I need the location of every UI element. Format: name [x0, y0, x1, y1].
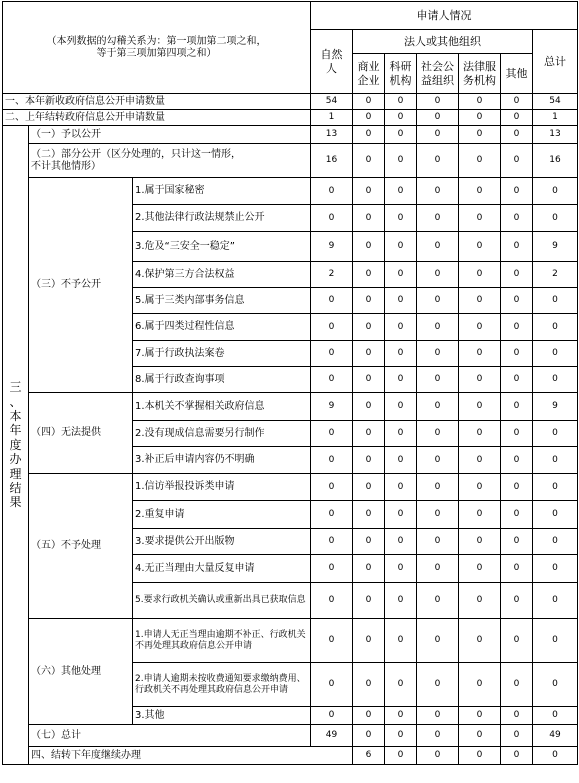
- item-label: 2.没有现成信息需要另行制作: [133, 421, 311, 447]
- table-row: [3, 110, 578, 126]
- count-cell: 0: [417, 178, 459, 205]
- count-cell: 0: [459, 341, 501, 367]
- count-cell: 0: [459, 94, 501, 110]
- count-cell: 0: [311, 555, 353, 583]
- count-cell: 0: [459, 619, 501, 663]
- count-cell: 0: [385, 178, 417, 205]
- count-cell: 0: [501, 110, 533, 126]
- relationship-note: （本列数据的勾稽关系为：第一项加第二项之和， 等于第三项加第四项之和）: [3, 2, 311, 94]
- count-cell: 0: [385, 747, 417, 765]
- count-cell: 0: [385, 94, 417, 110]
- count-cell: 0: [501, 529, 533, 555]
- count-cell: 0: [385, 144, 417, 178]
- count-cell: 0: [417, 747, 459, 765]
- item-label: 1.信访举报投诉类申请: [133, 474, 311, 501]
- count-cell: 0: [501, 421, 533, 447]
- count-cell: 1: [533, 110, 578, 126]
- count-cell: 0: [533, 583, 578, 619]
- count-cell: 0: [353, 232, 385, 262]
- count-cell: 0: [311, 619, 353, 663]
- count-cell: 9: [311, 232, 353, 262]
- count-cell: 0: [533, 421, 578, 447]
- count-cell: 0: [385, 421, 417, 447]
- item-label: 2.重复申请: [133, 501, 311, 529]
- count-cell: 0: [311, 474, 353, 501]
- count-cell: 0: [385, 393, 417, 421]
- item-label: 7.属于行政执法案卷: [133, 341, 311, 367]
- count-cell: 0: [385, 529, 417, 555]
- count-cell: 0: [417, 447, 459, 474]
- item-label: 3.危及“三安全一稳定”: [133, 232, 311, 262]
- count-cell: 0: [459, 144, 501, 178]
- natural-person-header: 自然 人: [311, 30, 353, 94]
- count-cell: 0: [459, 501, 501, 529]
- count-cell: 13: [533, 126, 578, 144]
- count-cell: 0: [459, 583, 501, 619]
- item-label: 1.申请人无正当理由逾期不补正、行政机关不再处理其政府信息公开申请: [133, 619, 311, 663]
- count-cell: 0: [385, 555, 417, 583]
- count-cell: 0: [385, 262, 417, 288]
- row-label: 一、本年新收政府信息公开申请数量: [3, 94, 311, 110]
- count-cell: 0: [311, 341, 353, 367]
- count-cell: 0: [311, 529, 353, 555]
- count-cell: 0: [353, 707, 385, 725]
- count-cell: 9: [311, 393, 353, 421]
- count-cell: 0: [385, 367, 417, 393]
- count-cell: 0: [385, 725, 417, 747]
- count-cell: 0: [459, 178, 501, 205]
- count-cell: 0: [533, 555, 578, 583]
- item-label: 2.其他法律行政法规禁止公开: [133, 205, 311, 232]
- count-cell: 0: [417, 421, 459, 447]
- count-cell: 0: [417, 725, 459, 747]
- count-cell: 0: [533, 707, 578, 725]
- count-cell: 0: [501, 474, 533, 501]
- count-cell: 0: [353, 619, 385, 663]
- item-label: 3.补正后申请内容仍不明确: [133, 447, 311, 474]
- count-cell: 0: [353, 501, 385, 529]
- count-cell: 0: [353, 341, 385, 367]
- count-cell: 0: [353, 262, 385, 288]
- count-cell: 54: [311, 94, 353, 110]
- count-cell: 0: [533, 205, 578, 232]
- count-cell: 0: [417, 474, 459, 501]
- count-cell: 0: [501, 447, 533, 474]
- count-cell: 49: [533, 725, 578, 747]
- item-label: 2.申请人逾期未按收费通知要求缴纳费用、行政机关不再处理其政府信息公开申请: [133, 663, 311, 707]
- table-row: [3, 94, 578, 110]
- count-cell: 0: [417, 262, 459, 288]
- count-cell: 0: [385, 126, 417, 144]
- item-label: 4.保护第三方合法权益: [133, 262, 311, 288]
- count-cell: 0: [353, 94, 385, 110]
- count-cell: 0: [417, 205, 459, 232]
- group-label: （三）不予公开: [29, 178, 133, 393]
- count-cell: 0: [417, 94, 459, 110]
- count-cell: 0: [501, 288, 533, 314]
- count-cell: 0: [385, 663, 417, 707]
- count-cell: 0: [533, 178, 578, 205]
- table-row: [3, 144, 578, 178]
- count-cell: 0: [533, 501, 578, 529]
- count-cell: 0: [459, 110, 501, 126]
- count-cell: 0: [501, 341, 533, 367]
- count-cell: 0: [501, 707, 533, 725]
- group-label: （五）不予处理: [29, 474, 133, 619]
- section-3-label: 三 、 本 年 度 办 理 结 果: [3, 126, 29, 765]
- count-cell: 0: [459, 367, 501, 393]
- count-cell: 0: [385, 501, 417, 529]
- count-cell: 0: [417, 288, 459, 314]
- count-cell: 54: [533, 94, 578, 110]
- count-cell: 0: [417, 126, 459, 144]
- count-cell: 0: [459, 262, 501, 288]
- count-cell: 0: [353, 555, 385, 583]
- count-cell: 13: [311, 126, 353, 144]
- count-cell: 0: [311, 707, 353, 725]
- count-cell: 0: [385, 232, 417, 262]
- count-cell: 0: [501, 555, 533, 583]
- item-label: 6.属于四类过程性信息: [133, 314, 311, 341]
- count-cell: 0: [417, 707, 459, 725]
- count-cell: 0: [501, 126, 533, 144]
- count-cell: 0: [311, 205, 353, 232]
- count-cell: 0: [417, 314, 459, 341]
- count-cell: 0: [417, 110, 459, 126]
- count-cell: 0: [501, 501, 533, 529]
- count-cell: 0: [501, 367, 533, 393]
- table-row: [3, 725, 578, 747]
- count-cell: 0: [533, 529, 578, 555]
- col-legal-service-org: 法律服 务机构: [459, 54, 501, 94]
- count-cell: 0: [417, 232, 459, 262]
- count-cell: 0: [501, 619, 533, 663]
- count-cell: 0: [311, 501, 353, 529]
- count-cell: 0: [459, 288, 501, 314]
- count-cell: 0: [311, 583, 353, 619]
- count-cell: 0: [385, 619, 417, 663]
- count-cell: 0: [533, 341, 578, 367]
- count-cell: 0: [311, 367, 353, 393]
- count-cell: 0: [353, 663, 385, 707]
- table-row: [3, 619, 578, 663]
- item-label: 1.本机关不掌握相关政府信息: [133, 393, 311, 421]
- count-cell: 0: [533, 474, 578, 501]
- count-cell: 9: [533, 393, 578, 421]
- count-cell: 0: [417, 341, 459, 367]
- table-row: [3, 393, 578, 421]
- count-cell: 0: [385, 474, 417, 501]
- count-cell: 0: [417, 393, 459, 421]
- count-cell: 0: [311, 178, 353, 205]
- count-cell: 0: [533, 747, 578, 765]
- count-cell: 0: [353, 367, 385, 393]
- count-cell: 0: [417, 144, 459, 178]
- row-label: （一）予以公开: [29, 126, 311, 144]
- count-cell: 0: [501, 262, 533, 288]
- count-cell: 0: [459, 747, 501, 765]
- count-cell: 0: [353, 126, 385, 144]
- table-row: [3, 126, 578, 144]
- count-cell: 0: [417, 583, 459, 619]
- count-cell: 0: [459, 707, 501, 725]
- count-cell: 0: [459, 447, 501, 474]
- count-cell: 6: [353, 747, 385, 765]
- legal-entity-header: 法人或其他组织: [353, 30, 533, 54]
- row-label: 四、结转下年度继续办理: [29, 747, 353, 765]
- count-cell: 0: [353, 583, 385, 619]
- count-cell: 0: [353, 110, 385, 126]
- count-cell: 2: [311, 262, 353, 288]
- count-cell: 49: [311, 725, 353, 747]
- count-cell: 16: [533, 144, 578, 178]
- count-cell: 0: [353, 178, 385, 205]
- count-cell: 0: [353, 144, 385, 178]
- count-cell: 0: [417, 555, 459, 583]
- count-cell: 0: [417, 367, 459, 393]
- count-cell: 0: [459, 314, 501, 341]
- count-cell: 0: [353, 314, 385, 341]
- item-label: 3.要求提供公开出版物: [133, 529, 311, 555]
- col-public-welfare-org: 社会公 益组织: [417, 54, 459, 94]
- item-label: 3.其他: [133, 707, 311, 725]
- count-cell: 0: [385, 110, 417, 126]
- item-label: 5.属于三类内部事务信息: [133, 288, 311, 314]
- count-cell: 0: [353, 529, 385, 555]
- count-cell: 0: [385, 288, 417, 314]
- count-cell: 0: [385, 205, 417, 232]
- count-cell: 0: [353, 421, 385, 447]
- count-cell: 0: [459, 529, 501, 555]
- count-cell: 0: [501, 314, 533, 341]
- row-label: 二、上年结转政府信息公开申请数量: [3, 110, 311, 126]
- count-cell: 0: [311, 288, 353, 314]
- count-cell: 0: [417, 619, 459, 663]
- count-cell: 0: [353, 447, 385, 474]
- count-cell: 16: [311, 144, 353, 178]
- count-cell: 0: [501, 94, 533, 110]
- count-cell: 0: [501, 232, 533, 262]
- count-cell: 1: [311, 110, 353, 126]
- count-cell: 0: [385, 583, 417, 619]
- count-cell: 0: [533, 447, 578, 474]
- count-cell: 0: [459, 232, 501, 262]
- count-cell: 0: [459, 126, 501, 144]
- col-other: 其他: [501, 54, 533, 94]
- applicant-header: 申请人情况: [311, 2, 578, 30]
- count-cell: 0: [533, 619, 578, 663]
- group-label: （四）无法提供: [29, 393, 133, 474]
- count-cell: 0: [501, 178, 533, 205]
- item-label: 4.无正当理由大量反复申请: [133, 555, 311, 583]
- count-cell: 0: [353, 474, 385, 501]
- row-label: （七）总计: [29, 725, 311, 747]
- count-cell: 0: [353, 205, 385, 232]
- count-cell: 0: [385, 314, 417, 341]
- row-label: （二）部分公开（区分处理的，只计这一情形， 不计其他情形）: [29, 144, 311, 178]
- item-label: 8.属于行政查询事项: [133, 367, 311, 393]
- count-cell: 0: [501, 205, 533, 232]
- count-cell: 0: [353, 393, 385, 421]
- count-cell: 0: [417, 529, 459, 555]
- table-row: [3, 747, 578, 765]
- count-cell: 0: [311, 421, 353, 447]
- item-label: 1.属于国家秘密: [133, 178, 311, 205]
- count-cell: 0: [459, 555, 501, 583]
- count-cell: 0: [501, 725, 533, 747]
- count-cell: 0: [459, 421, 501, 447]
- count-cell: 0: [533, 288, 578, 314]
- count-cell: 0: [385, 447, 417, 474]
- count-cell: 0: [459, 205, 501, 232]
- count-cell: 0: [385, 707, 417, 725]
- count-cell: 0: [533, 314, 578, 341]
- count-cell: 0: [459, 725, 501, 747]
- count-cell: 0: [353, 725, 385, 747]
- count-cell: 0: [311, 663, 353, 707]
- count-cell: 0: [353, 288, 385, 314]
- count-cell: 0: [501, 583, 533, 619]
- count-cell: 0: [501, 663, 533, 707]
- count-cell: 0: [417, 501, 459, 529]
- count-cell: 0: [501, 144, 533, 178]
- count-cell: 0: [311, 314, 353, 341]
- count-cell: 0: [459, 474, 501, 501]
- total-header: 总计: [533, 30, 578, 94]
- col-business-enterprise: 商业 企业: [353, 54, 385, 94]
- count-cell: 0: [459, 393, 501, 421]
- count-cell: 0: [459, 663, 501, 707]
- table-row: [3, 474, 578, 501]
- count-cell: 0: [311, 447, 353, 474]
- col-research-institution: 科研 机构: [385, 54, 417, 94]
- count-cell: 2: [533, 262, 578, 288]
- count-cell: 0: [533, 367, 578, 393]
- count-cell: 0: [385, 341, 417, 367]
- count-cell: 9: [533, 232, 578, 262]
- group-label: （六）其他处理: [29, 619, 133, 725]
- count-cell: 0: [417, 663, 459, 707]
- item-label: 5.要求行政机关确认或重新出具已获取信息: [133, 583, 311, 619]
- count-cell: 0: [533, 663, 578, 707]
- count-cell: 0: [501, 747, 533, 765]
- gov-info-disclosure-table: [2, 1, 578, 765]
- table-row: [3, 178, 578, 205]
- count-cell: 0: [501, 393, 533, 421]
